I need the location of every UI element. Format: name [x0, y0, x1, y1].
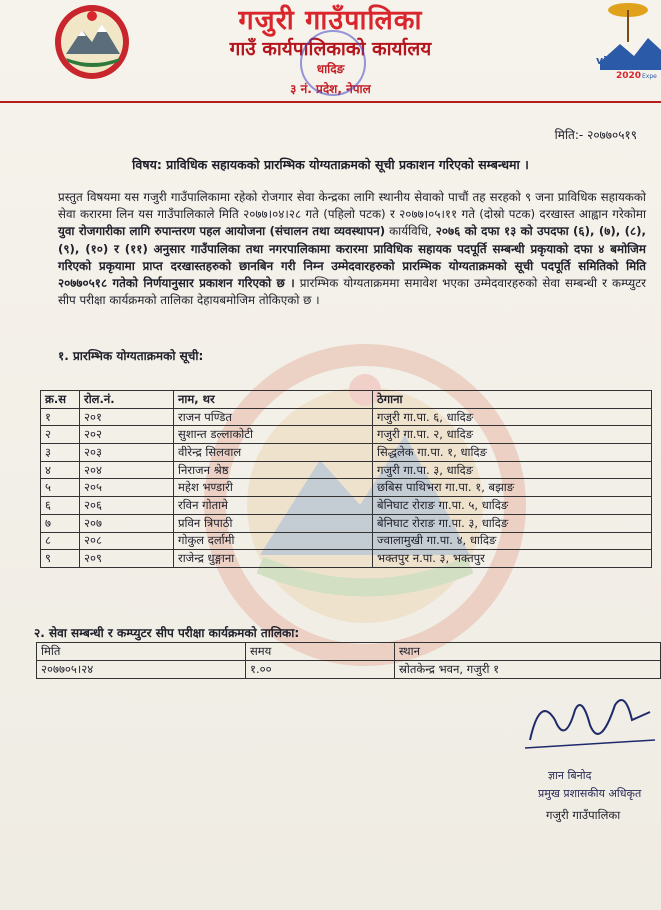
letter-date: मिति:- २०७७०५१९	[554, 128, 637, 142]
body-text-1: प्रस्तुत विषयमा यस गजुरी गाउँपालिकामा रहेको रोजगार सेवा केन्द्रका लागि स्थानीय सेवाको पाचौं तह सरहको ९ जना प्राविधिक सहायकको सेवा करारमा लिन यस गाउँपालिकाले मिति २०७७।०४।२८ गते (पहिलो पटक) र २०७७।०५।११ गते (दोस्रो पटक) दरखास्त आह्वान गरेकोमा	[58, 190, 646, 222]
cell-roll: २०४	[80, 461, 174, 479]
signature-mark	[520, 690, 660, 760]
col-date: मिति	[37, 643, 246, 661]
cell-serial: ९	[41, 550, 80, 568]
office-stamp	[300, 30, 366, 96]
exam-schedule-table	[36, 642, 661, 679]
table-row	[41, 461, 652, 479]
visit-suffix: Expe	[642, 73, 657, 80]
cell-serial: ३	[41, 444, 80, 462]
visit-year: 2020	[616, 71, 642, 81]
district-label: धादिङ	[316, 62, 345, 76]
cell-name: निराजन श्रेष्ठ	[174, 461, 373, 479]
body-text-3: प्रारम्भिक योग्यताक्रममा समावेश भएका उम्मेदवारहरुको सेवा सम्बन्धी र कम्प्युटर सीप परीक्षा कार्यक्रमको तालिका देहायबमोजिम तोकिएको छ ।	[58, 276, 647, 308]
body-text-2: कार्यविधि,	[385, 224, 436, 239]
table-row	[41, 550, 652, 568]
table-row	[37, 661, 661, 679]
col-venue: स्थान	[395, 643, 661, 661]
cell-name: वीरेन्द्र सिलवाल	[174, 444, 373, 462]
cell-serial: ४	[41, 461, 80, 479]
cell-address: गजुरी गा.पा. २, धादिङ	[373, 426, 652, 444]
cell-roll: २०७	[80, 514, 174, 532]
cell-date: २०७७०५।२४	[37, 661, 246, 679]
cell-roll: २०८	[80, 532, 174, 550]
cell-name: सुशान्त डल्लाकोटी	[174, 426, 373, 444]
cell-address: भक्तपुर न.पा. ३, भक्तपुर	[373, 550, 652, 568]
cell-address: बेनिघाट रोराङ गा.पा. ५, धादिङ	[373, 497, 652, 515]
visit-text: visit Nep	[596, 54, 651, 67]
cell-name: रविन गोतामे	[174, 497, 373, 515]
province-label: ३ नं. प्रदेश, नेपाल	[290, 82, 371, 96]
table-row	[41, 444, 652, 462]
office-title: गाउँ कार्यपालिकाको कार्यालय	[229, 38, 432, 60]
cell-address: छबिस पाथिभरा गा.पा. १, बझाङ	[373, 479, 652, 497]
cell-serial: ८	[41, 532, 80, 550]
section-2-heading: २. सेवा सम्बन्धी र कम्प्युटर सीप परीक्षा कार्यक्रमको तालिका:	[34, 626, 300, 640]
signatory-name: ज्ञान बिनोद	[548, 769, 592, 782]
cell-serial: ६	[41, 497, 80, 515]
col-address: ठेगाना	[373, 391, 652, 409]
cell-name: राजन पण्डित	[174, 408, 373, 426]
cell-name: राजेन्द्र धुङ्गाना	[174, 550, 373, 568]
table-row	[41, 497, 652, 515]
cell-roll: २०२	[80, 426, 174, 444]
cell-name: महेश भण्डारी	[174, 479, 373, 497]
col-serial: क्र.स	[41, 391, 80, 409]
cell-serial: ७	[41, 514, 80, 532]
header-rule	[0, 101, 661, 103]
cell-name: प्रविन त्रिपाठी	[174, 514, 373, 532]
table-header-row	[41, 391, 652, 409]
cell-serial: १	[41, 408, 80, 426]
signatory-office: गजुरी गाउँपालिका	[546, 808, 621, 822]
cell-serial: २	[41, 426, 80, 444]
col-time: समय	[246, 643, 395, 661]
cell-address: सिद्धलेक गा.पा. १, धादिङ	[373, 444, 652, 462]
cell-roll: २०९	[80, 550, 174, 568]
col-name: नाम, थर	[174, 391, 373, 409]
letter-subject: विषय: प्राविधिक सहायकको प्रारम्भिक योग्यताक्रमको सूची प्रकाशन गरिएको सम्बन्धमा ।	[132, 157, 529, 172]
cell-name: गोकुल दर्लामी	[174, 532, 373, 550]
table-row	[41, 514, 652, 532]
cell-address: गजुरी गा.पा. ३, धादिङ	[373, 461, 652, 479]
cell-address: बेनिघाट रोराङ गा.पा. ३, धादिङ	[373, 514, 652, 532]
cell-roll: २०५	[80, 479, 174, 497]
cell-address: ज्वालामुखी गा.पा. ४, धादिङ	[373, 532, 652, 550]
cell-serial: ५	[41, 479, 80, 497]
signatory-title: प्रमुख प्रशासकीय अधिकृत	[538, 787, 642, 800]
cell-address: गजुरी गा.पा. ६, धादिङ	[373, 408, 652, 426]
section-1-heading: १. प्रारम्भिक योग्यताक्रमको सूची:	[58, 349, 204, 363]
cell-time: १.००	[246, 661, 395, 679]
cell-roll: २०६	[80, 497, 174, 515]
cell-roll: २०३	[80, 444, 174, 462]
table-header-row	[37, 643, 661, 661]
table-row	[41, 426, 652, 444]
table-row	[41, 408, 652, 426]
body-paragraph	[58, 189, 646, 309]
table-row	[41, 532, 652, 550]
municipality-title: गजुरी गाउँपालिका	[238, 5, 423, 36]
table-row	[41, 479, 652, 497]
candidate-table	[40, 390, 652, 568]
cell-roll: २०१	[80, 408, 174, 426]
body-bold-2: २०७६ को दफा १३ को उपदफा (६), (७), (८), (९), (१०) र (११) अनुसार गाउँपालिका तथा नगरपालिकामा करारमा प्राविधिक सहायक पदपूर्ति सम्बन्धी प्रकृयाको दफा ४ बमोजिम गरिएको प्रकृयामा प्राप्त दरखास्तहरुको छानबिन गरी निम्न उम्मेदवारहरुको प्रारम्भिक योग्यताक्रमको सूची पदपूर्ति समितिको मिति २०७७०५१८ गतेको निर्णयानुसार प्रकाशन गरिएको छ ।	[58, 224, 646, 291]
body-bold-1: युवा रोजगारीका लागि रुपान्तरण पहल आयोजना (संचालन तथा व्यवस्थापन)	[58, 224, 386, 239]
col-roll: रोल.नं.	[80, 391, 174, 409]
cell-venue: स्रोतकेन्द्र भवन, गजुरी १	[395, 661, 661, 679]
